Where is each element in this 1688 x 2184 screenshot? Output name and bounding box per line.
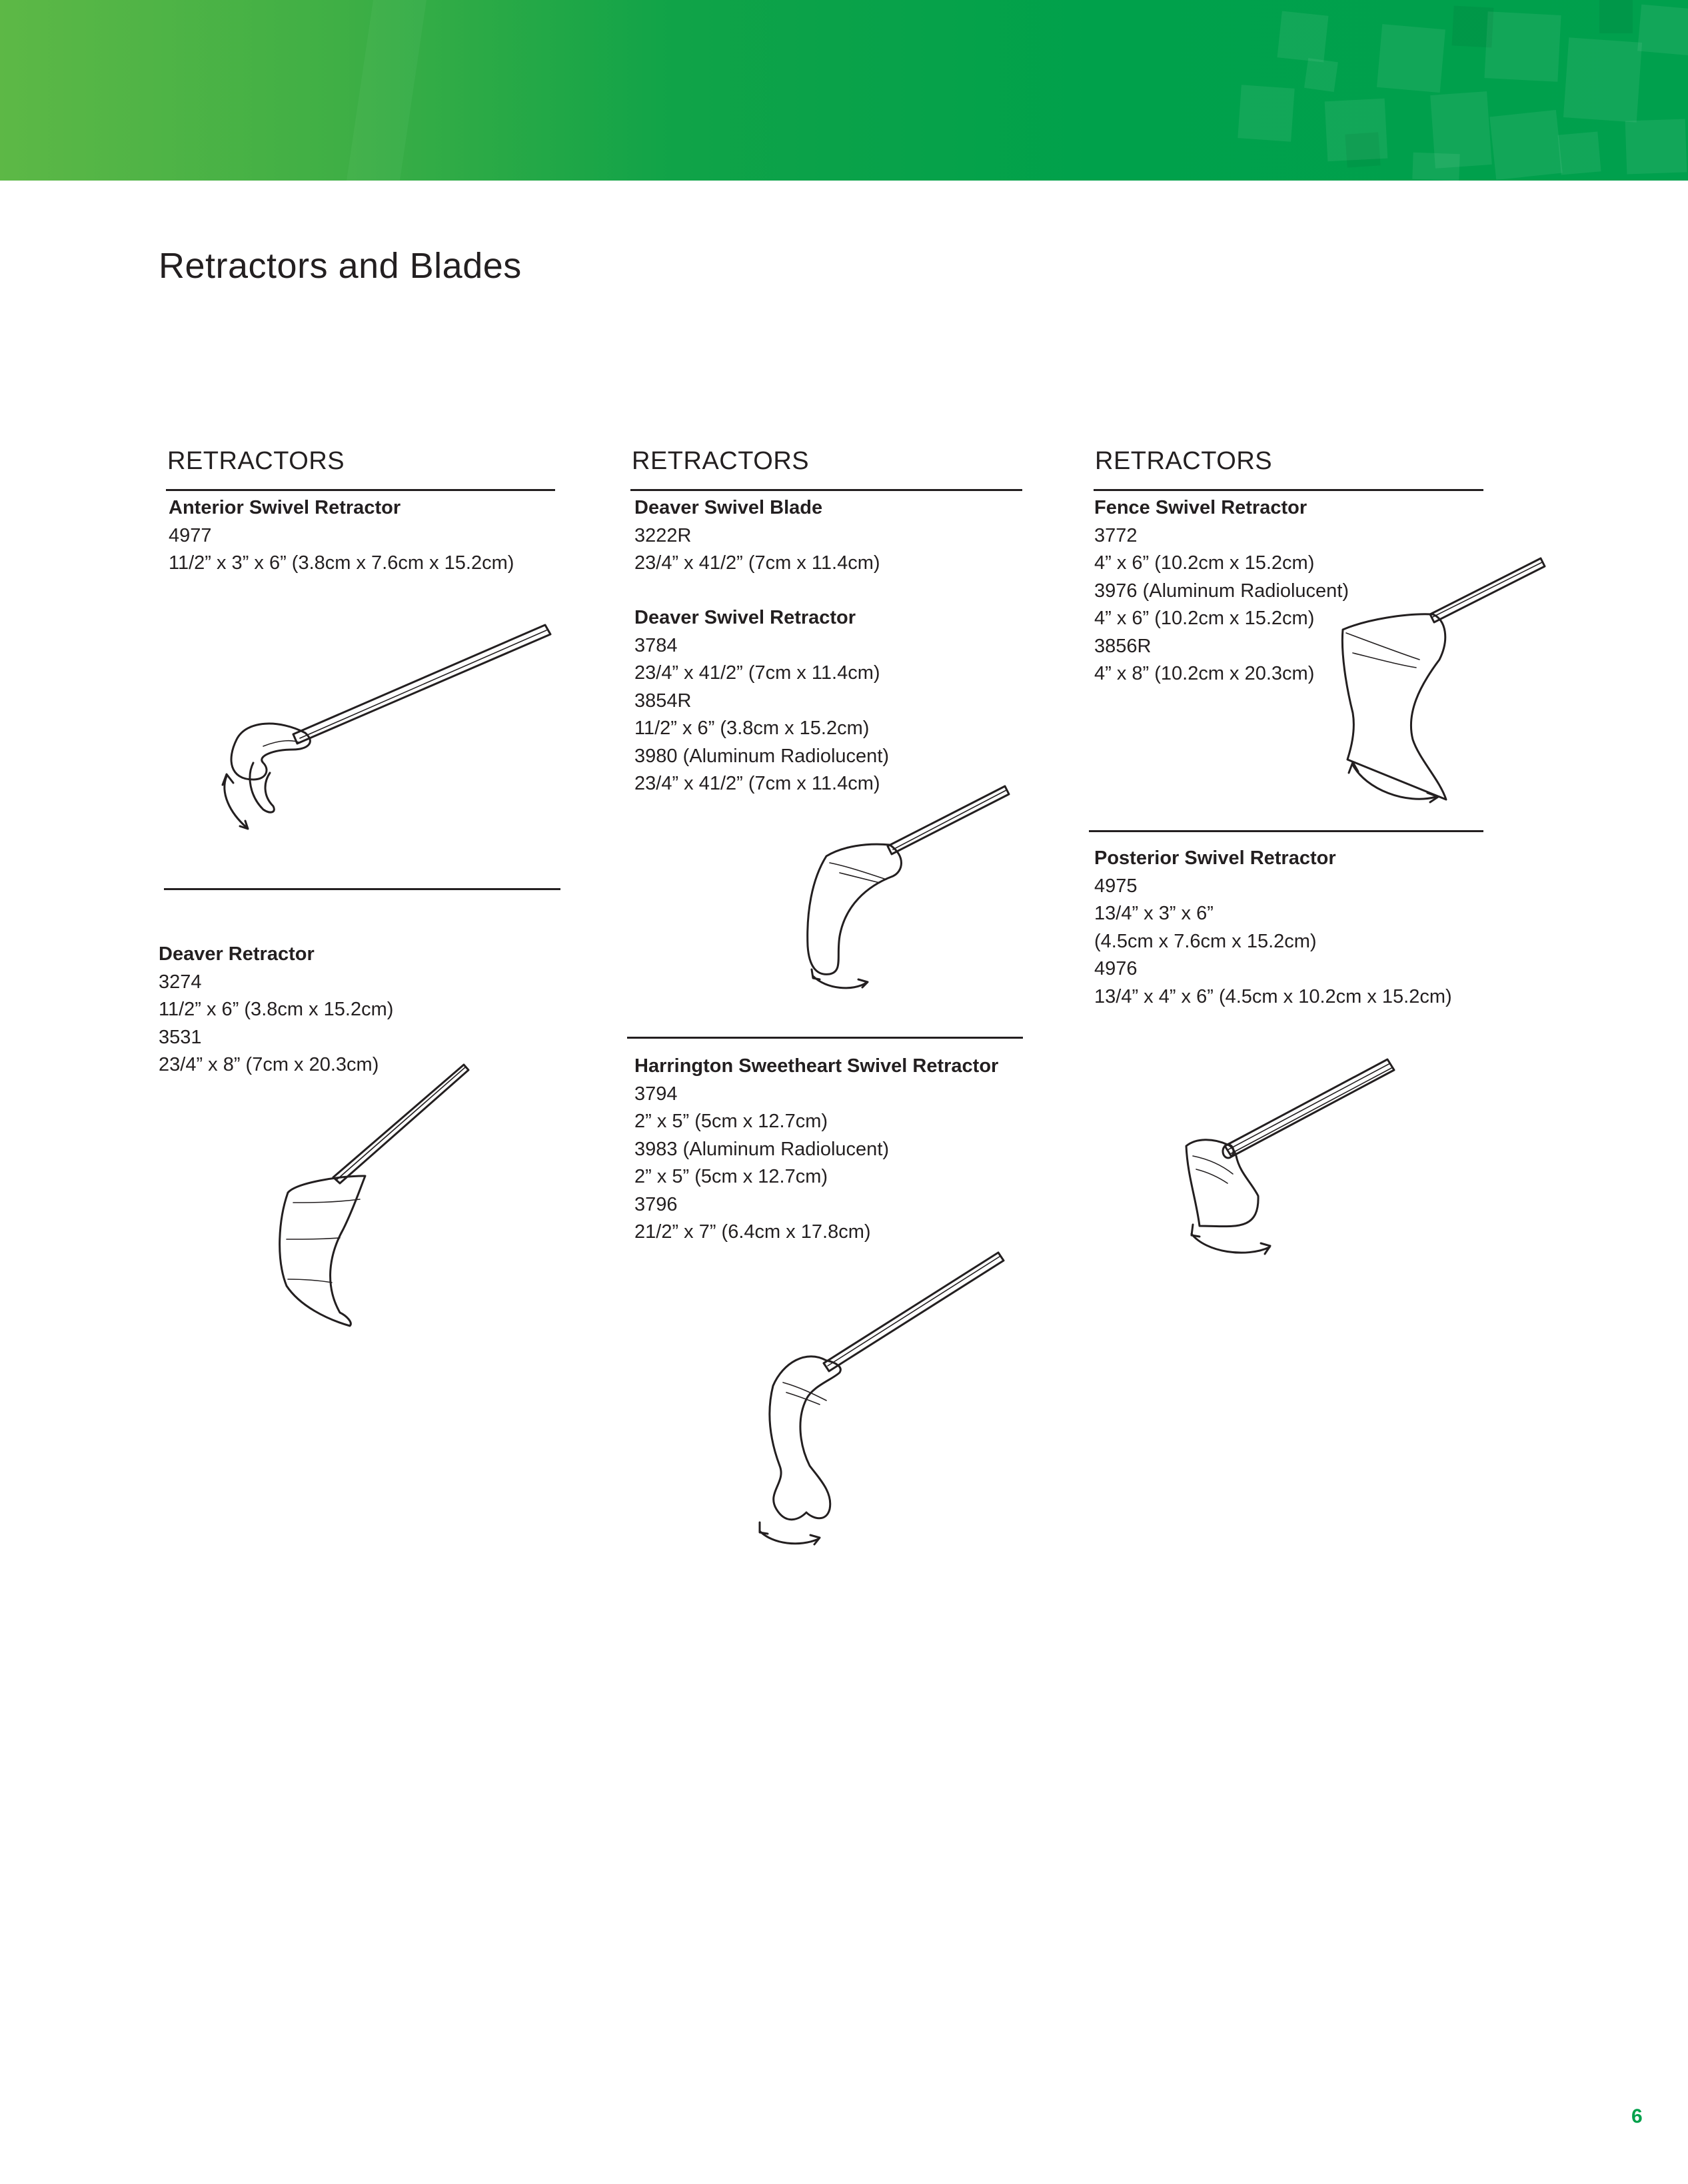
product-size: 2” x 5” (5cm x 12.7cm) (634, 1111, 828, 1132)
product-size: 23/4” x 41/2” (7cm x 11.4cm) (634, 552, 880, 574)
product-size: 23/4” x 41/2” (7cm x 11.4cm) (634, 773, 880, 794)
product-size: 13/4” x 3” x 6” (1094, 903, 1214, 924)
product-size: 4” x 6” (10.2cm x 15.2cm) (1094, 608, 1315, 629)
product-size: 23/4” x 8” (7cm x 20.3cm) (159, 1054, 379, 1075)
product-code: 4977 (169, 524, 212, 546)
divider-rule (164, 888, 560, 890)
divider-rule (166, 489, 555, 491)
anterior-swivel-retractor-illustration (200, 620, 573, 839)
product-anterior-swivel-retractor (169, 494, 514, 578)
product-code: 4976 (1094, 958, 1138, 979)
header-banner (0, 0, 1688, 181)
divider-rule (630, 489, 1022, 491)
banner-tile-pattern (0, 0, 1688, 181)
product-code: 3784 (634, 634, 678, 656)
product-code: 3856R (1094, 635, 1152, 657)
page-number: 6 (1631, 2105, 1643, 2127)
product-name: Fence Swivel Retractor (1094, 497, 1307, 518)
product-deaver-retractor (159, 941, 393, 1079)
product-size: 11/2” x 6” (3.8cm x 15.2cm) (159, 999, 394, 1020)
product-size: 21/2” x 7” (6.4cm x 17.8cm) (634, 1221, 871, 1243)
deaver-swivel-retractor-illustration (793, 780, 1020, 1006)
product-deaver-swivel-retractor (634, 604, 889, 798)
product-size: 2” x 5” (5cm x 12.7cm) (634, 1166, 828, 1187)
product-deaver-swivel-blade (634, 494, 880, 578)
product-size: 4” x 8” (10.2cm x 20.3cm) (1094, 663, 1315, 684)
section-heading-retractors-col1: RETRACTORS (167, 447, 345, 475)
product-code: 3772 (1094, 524, 1138, 546)
product-name: Anterior Swivel Retractor (169, 497, 401, 518)
product-size: 4” x 6” (10.2cm x 15.2cm) (1094, 552, 1315, 574)
product-size: 23/4” x 41/2” (7cm x 11.4cm) (634, 662, 880, 684)
product-code: 3980 (Aluminum Radiolucent) (634, 745, 890, 767)
product-code: 3983 (Aluminum Radiolucent) (634, 1138, 890, 1160)
divider-rule (1094, 489, 1483, 491)
product-code: 3531 (159, 1026, 202, 1048)
product-harrington-sweetheart-swivel-retractor (634, 1053, 998, 1247)
posterior-swivel-retractor-illustration (1173, 1053, 1399, 1299)
product-code: 3222R (634, 524, 692, 546)
product-name: Deaver Swivel Retractor (634, 607, 856, 628)
product-name: Deaver Swivel Blade (634, 497, 823, 518)
deaver-retractor-illustration (267, 1059, 480, 1339)
harrington-sweetheart-swivel-retractor-illustration (746, 1246, 1013, 1566)
fence-swivel-retractor-illustration (1326, 553, 1553, 819)
product-fence-swivel-retractor (1094, 494, 1349, 688)
section-heading-retractors-col3: RETRACTORS (1095, 447, 1273, 475)
section-heading-retractors-col2: RETRACTORS (632, 447, 810, 475)
divider-rule (627, 1037, 1023, 1039)
product-size: 11/2” x 3” x 6” (3.8cm x 7.6cm x 15.2cm) (169, 552, 514, 574)
divider-rule (1089, 830, 1483, 832)
product-code: 3976 (Aluminum Radiolucent) (1094, 580, 1349, 602)
product-name: Harrington Sweetheart Swivel Retractor (634, 1055, 999, 1077)
product-name: Posterior Swivel Retractor (1094, 847, 1336, 869)
product-code: 4975 (1094, 875, 1138, 897)
product-size: 13/4” x 4” x 6” (4.5cm x 10.2cm x 15.2cm) (1094, 985, 1452, 1007)
product-name: Deaver Retractor (159, 943, 315, 965)
product-code: 3854R (634, 690, 692, 712)
page-title: Retractors and Blades (159, 246, 522, 286)
product-posterior-swivel-retractor (1094, 845, 1452, 1011)
product-code: 3274 (159, 971, 202, 993)
product-size: 11/2” x 6” (3.8cm x 15.2cm) (634, 718, 870, 739)
product-size: (4.5cm x 7.6cm x 15.2cm) (1094, 930, 1317, 952)
product-code: 3794 (634, 1083, 678, 1105)
product-code: 3796 (634, 1193, 678, 1215)
